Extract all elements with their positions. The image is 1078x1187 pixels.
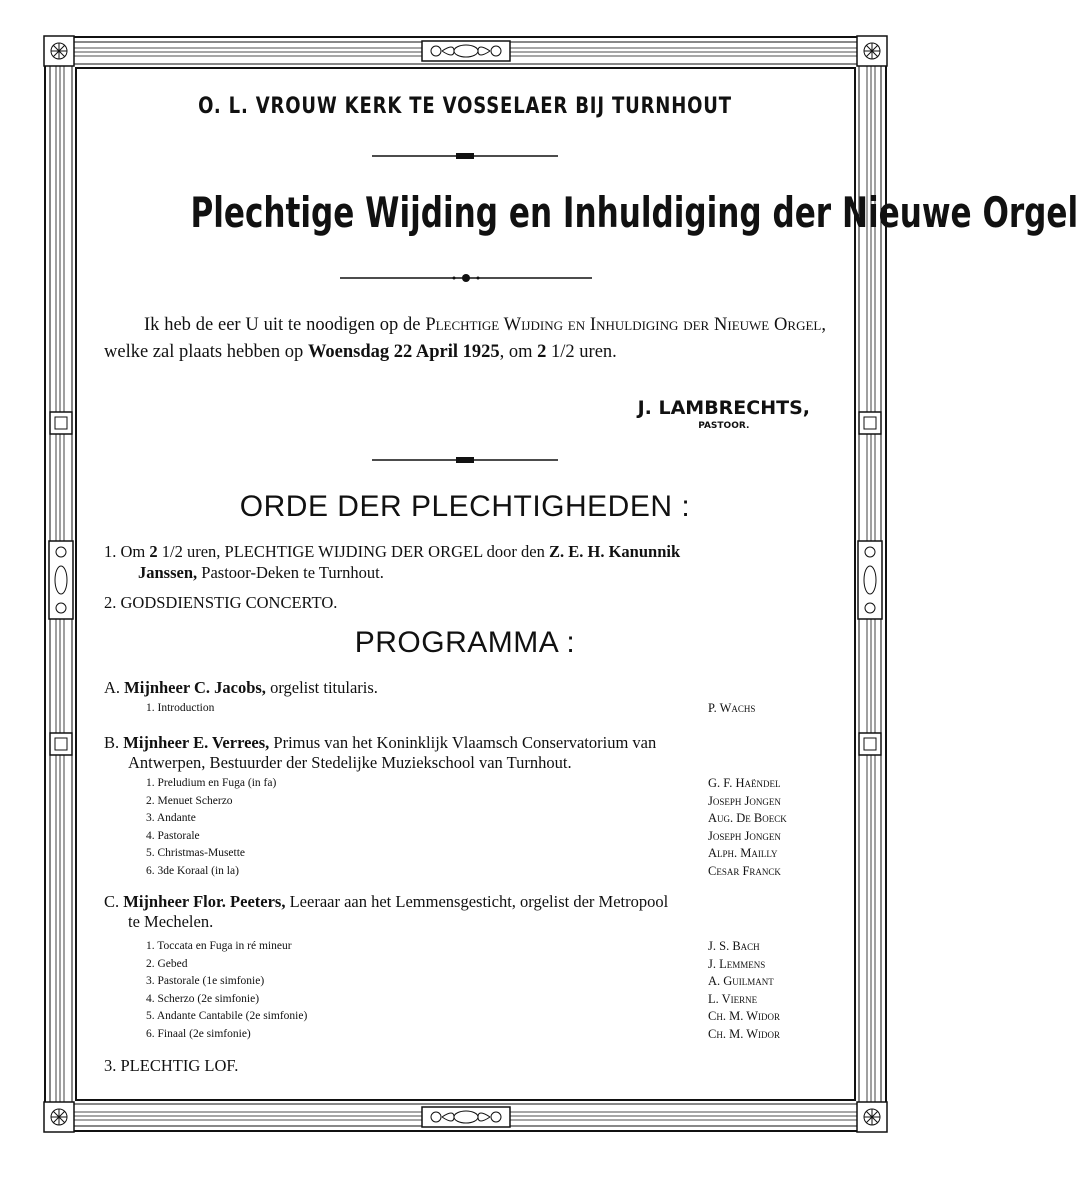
signer-role: PASTOOR. xyxy=(698,421,750,431)
orde-heading: ORDE DER PLECHTIGHEDEN : xyxy=(239,490,691,523)
section-b-performer: B. Mijnheer E. Verrees, Primus van het Koninklijk Vlaamsch Conservatorium van Antwerpen, Bestuurder der Stedelijke Muziekschool van Turnhout. xyxy=(104,733,657,772)
list-item: 1. Introduction P. Wachs xyxy=(146,701,756,715)
signer-name: J. LAMBRECHTS, xyxy=(637,397,810,419)
closing-item: 3. PLECHTIG LOF. xyxy=(104,1056,239,1075)
list-item: 1. Toccata en Fuga in ré mineur J. S. Bach xyxy=(146,939,760,953)
church-heading: O. L. VROUW KERK TE VOSSELAER BIJ TURNHOUT xyxy=(198,94,732,119)
list-item: 1. Preludium en Fuga (in fa) G. F. Haëndel xyxy=(146,776,781,790)
separator-ornament xyxy=(372,454,558,466)
list-item: 6. Finaal (2e simfonie) Ch. M. Widor xyxy=(146,1026,781,1041)
ceremony-item-1: 1. Om 2 1/2 uren, PLECHTIGE WIJDING DER ORGEL door den Z. E. H. Kanunnik Janssen, Pastoor-Deken te Turnhout. xyxy=(104,542,681,582)
list-item: 3. Pastorale (1e simfonie) A. Guilmant xyxy=(146,974,774,988)
list-item: 4. Pastorale Joseph Jongen xyxy=(146,828,781,843)
separator-ornament xyxy=(340,271,592,285)
section-a-performer: A. Mijnheer C. Jacobs, orgelist titularis. xyxy=(104,678,378,697)
invitation-text: Ik heb de eer U uit te noodigen op de Plechtige Wijding en Inhuldiging der Nieuwe Orgel, welke zal plaats hebben op Woensdag 22 April 1925, om 2 1/2 uren. xyxy=(104,315,826,362)
list-item: 2. Gebed J. Lemmens xyxy=(146,956,766,971)
section-b-pieces xyxy=(146,775,826,880)
list-item: 5. Andante Cantabile (2e simfonie) Ch. M. Widor xyxy=(146,1009,781,1023)
separator-ornament xyxy=(372,150,558,162)
list-item: 6. 3de Koraal (in la) Cesar Franck xyxy=(146,863,781,878)
section-a-pieces xyxy=(146,700,826,718)
list-item: 3. Andante Aug. De Boeck xyxy=(146,811,787,825)
programma-heading: PROGRAMMA : xyxy=(354,626,576,659)
section-c-pieces xyxy=(146,938,826,1043)
list-item: 2. Menuet Scherzo Joseph Jongen xyxy=(146,793,781,808)
list-item: 4. Scherzo (2e simfonie) L. Vierne xyxy=(146,991,758,1006)
ceremony-item-2: 2. GODSDIENSTIG CONCERTO. xyxy=(104,593,338,612)
section-c-performer: C. Mijnheer Flor. Peeters, Leeraar aan het Lemmensgesticht, orgelist der Metropool te Mechelen. xyxy=(104,892,669,931)
list-item: 5. Christmas-Musette Alph. Mailly xyxy=(146,846,778,860)
main-title: Plechtige Wijding en Inhuldiging der Nieuwe Orgel xyxy=(190,188,1078,237)
signature-block xyxy=(638,397,810,431)
